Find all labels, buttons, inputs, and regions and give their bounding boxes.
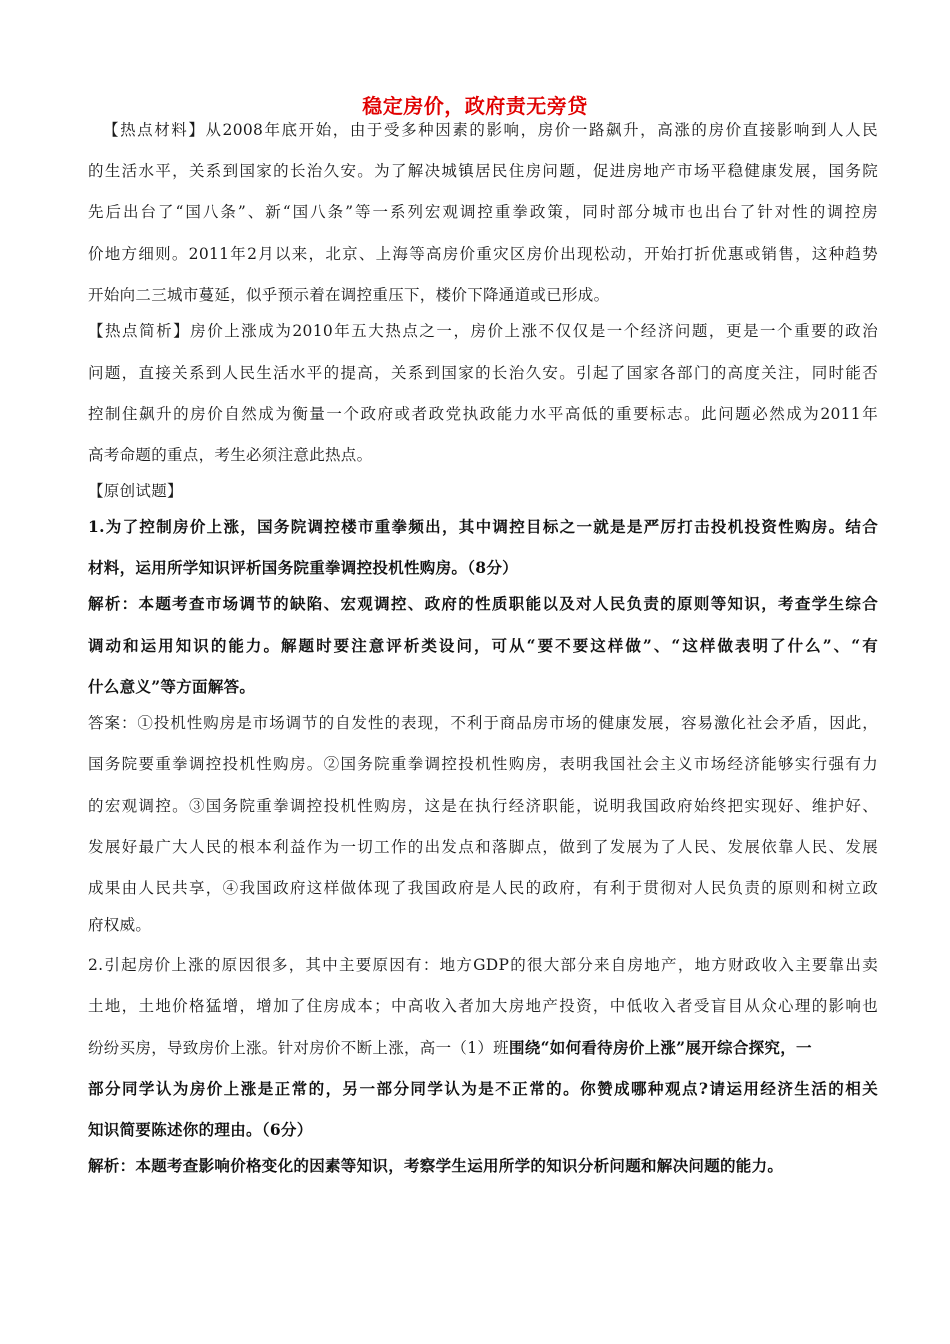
q2-bold-line-2: 知识简要陈述你的理由。（6分）	[88, 1120, 313, 1139]
hot-analysis-line-1: 【热点简析】房价上涨成为2010年五大热点之一，房价上涨不仅仅是一个经济问题，更是一个重要的政治	[88, 322, 878, 340]
q2-line-3-bold: 围绕“如何看待房价上涨”展开综合探究，一	[508, 1038, 812, 1057]
q1-answer-line-1: 答案：①投机性购房是市场调节的自发性的表现，不利于商品房市场的健康发展，容易激化社会矛盾，因此，	[88, 714, 878, 732]
hot-material-line-1: 【热点材料】从2008年底开始，由于受多种因素的影响，房价一路飙升，高涨的房价直接影响到人人民	[103, 121, 878, 139]
q1-analysis-line-2: 调动和运用知识的能力。解题时要注意评析类设问，可从“要不要这样做”、“这样做表明了什么”、“有	[88, 636, 878, 655]
q1-answer-line-4: 发展好最广大人民的根本利益作为一切工作的出发点和落脚点，做到了发展为了人民、发展依靠人民、发展	[88, 838, 878, 856]
q1-answer-line-2: 国务院要重拳调控投机性购房。②国务院重拳调控投机性购房，表明我国社会主义市场经济能够实行强有力	[88, 755, 878, 773]
q1-line-1: 1.为了控制房价上涨，国务院调控楼市重拳频出，其中调控目标之一就是是严厉打击投机投资性购房。结合	[88, 517, 878, 536]
hot-analysis-line-4: 高考命题的重点，考生必须注意此热点。	[88, 446, 373, 464]
q2-line-3-plain: 纷纷买房，导致房价上涨。针对房价不断上涨，高一（1）班	[88, 1039, 509, 1057]
q2-analysis: 解析：本题考查影响价格变化的因素等知识，考察学生运用所学的知识分析问题和解决问题的能力。	[88, 1156, 784, 1175]
q2-line-1: 2.引起房价上涨的原因很多，其中主要原因有：地方GDP的很大部分来自房地产，地方财政收入主要靠出卖	[88, 956, 878, 974]
q1-line-2: 材料，运用所学知识评析国务院重拳调控投机性购房。（8分）	[88, 558, 518, 577]
q1-answer-line-6: 府权威。	[88, 916, 152, 934]
hot-analysis-line-3: 控制住飙升的房价自然成为衡量一个政府或者政党执政能力水平高低的重要标志。此问题必然成为2011年	[88, 405, 878, 423]
hot-material-line-2: 的生活水平，关系到国家的长治久安。为了解决城镇居民住房问题，促进房地产市场平稳健康发展，国务院	[88, 162, 878, 180]
q2-line-3	[88, 1036, 878, 1060]
q1-answer-line-3: 的宏观调控。③国务院重拳调控投机性购房，这是在执行经济职能，说明我国政府始终把实现好、维护好、	[88, 797, 878, 815]
document-title: 稳定房价，政府责无旁贷	[362, 94, 588, 118]
hot-analysis-line-2: 问题，直接关系到人民生活水平的提高，关系到国家的长治久安。引起了国家各部门的高度关注，同时能否	[88, 364, 878, 382]
original-questions-label: 【原创试题】	[88, 482, 183, 500]
hot-material-line-3: 先后出台了“国八条”、新“国八条”等一系列宏观调控重拳政策，同时部分城市也出台了针对性的调控房	[88, 203, 878, 221]
q2-bold-line-1: 部分同学认为房价上涨是正常的，另一部分同学认为是不正常的。你赞成哪种观点?请运用经济生活的相关	[88, 1079, 878, 1098]
q1-analysis-line-3: 什么意义”等方面解答。	[88, 677, 256, 696]
q1-answer-line-5: 成果由人民共享，④我国政府这样做体现了我国政府是人民的政府，有利于贯彻对人民负责的原则和树立政	[88, 879, 878, 897]
hot-material-line-4: 价地方细则。2011年2月以来，北京、上海等高房价重灾区房价出现松动，开始打折优惠或销售，这种趋势	[88, 245, 878, 263]
hot-material-line-5: 开始向二三城市蔓延，似乎预示着在调控重压下，楼价下降通道或已形成。	[88, 286, 610, 304]
q2-line-2: 土地，土地价格猛增，增加了住房成本；中高收入者加大房地产投资，中低收入者受盲目从众心理的影响也	[88, 997, 878, 1015]
q1-analysis-line-1: 解析：本题考查市场调节的缺陷、宏观调控、政府的性质职能以及对人民负责的原则等知识，考查学生综合	[88, 594, 878, 613]
